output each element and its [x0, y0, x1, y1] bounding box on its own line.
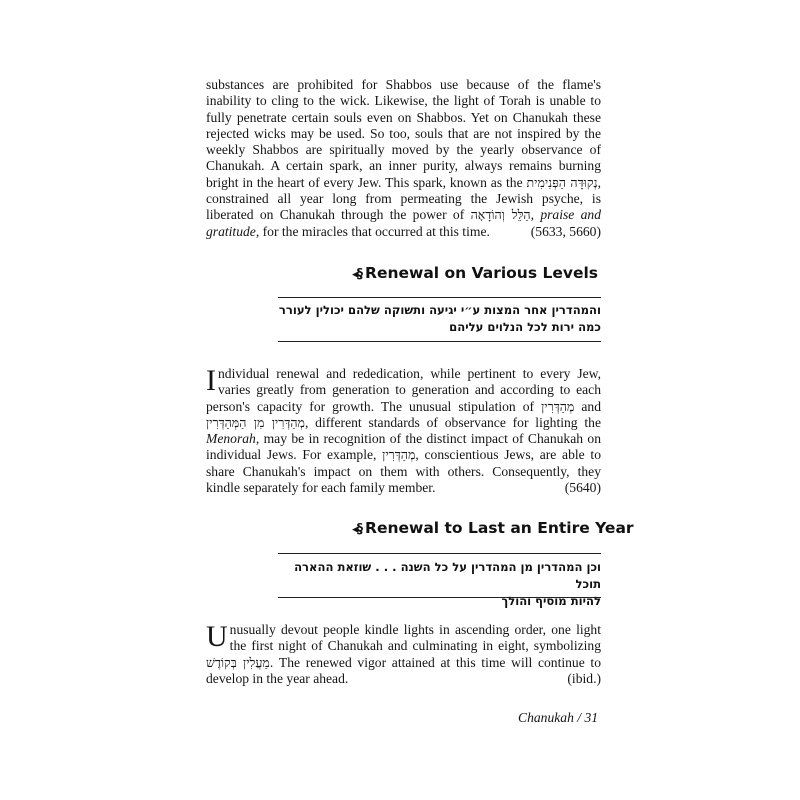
p2-hebrew-1: מְהַדְּרִין [541, 398, 575, 414]
paragraph-2 [206, 366, 601, 496]
quote-1 [278, 302, 601, 336]
quote-1-line-2: כמה ירות לכל הנלוים עליהם [449, 320, 601, 334]
p1-text-d: , for the miracles that occurred at this time. [255, 223, 490, 239]
p2-text-c: , different standards of observance for lighting the [304, 414, 601, 430]
p2-text-f: , conscientious Jews, are able to share Chanukah's impact on them with others. Consequently, they kindle separately for each family member. [206, 447, 601, 496]
quote-1-line-1: והמהדרין אחר המצות ע״י יגיעה ותשוקה שלהם יכולין לעורר [278, 303, 601, 317]
quote-1-top-rule [278, 297, 601, 298]
p2-citation: (5640) [564, 480, 601, 496]
p1-hebrew-2: הַלֵּל וְהוֹדָאָה [470, 207, 531, 223]
quote-2 [278, 559, 601, 610]
paragraph-1-text [206, 77, 601, 240]
quote-2-line-1: וכן המהדרין מן המהדרין על כל השנה . . . שוזאת ההארה תוכל [294, 560, 601, 591]
paragraph-2-text [206, 366, 601, 496]
paragraph-1 [206, 77, 601, 240]
p1-hebrew-1: נְקוּדָּה הַפְּנִימִית [526, 174, 598, 190]
paragraph-3-text [206, 622, 601, 687]
quote-2-bottom-rule [278, 597, 601, 598]
p2-text-a: ndividual renewal and rededication, while pertinent to every Jew, varies greatly from generation to generation and according to each person's capacity for growth. The unusual stipulation of [206, 366, 601, 414]
section-1-title: Renewal on Various Levels [365, 264, 599, 282]
quote-1-bottom-rule [278, 341, 601, 342]
p3-citation: (ibid.) [567, 670, 601, 686]
p3-text-a: nusually devout people kindle lights in ascending order, one light the first night of Chanukah and culminating in eight, symbolizing [229, 622, 601, 654]
p1-italic: , praise and gratitude [206, 207, 601, 239]
p3-dropcap: U [206, 620, 228, 653]
section-1-heading [352, 264, 598, 282]
section-2-heading [352, 519, 634, 537]
p2-text-e: , may be in recognition of the distinct impact of Chanukah on individual Jews. For example, [206, 431, 601, 463]
paragraph-3 [206, 622, 601, 687]
p1-citation: (5633, 5660) [530, 223, 601, 239]
quote-2-top-rule [278, 553, 601, 554]
p2-dropcap: I [206, 364, 216, 397]
p2-text-b: and [581, 398, 601, 414]
p1-text-a: substances are prohibited for Shabbos use because of the flame's inability to cling to the wick. Likewise, the light of Torah is unable to fully penetrate certain souls even on Shabbos. Yet on Chanukah these rejected wicks may be used. So too, souls that are not inspired by the weekly Shabbos are spiritually moved by the yearly observance of Chanukah. A certain spark, an inner purity, always remains burning bright in the heart of every Jew. This spark, known as the [206, 77, 601, 190]
quote-2-line-2: להיות מוסיף והולך [501, 594, 601, 608]
p2-italic: Menorah [206, 431, 256, 447]
p3-text-b: . The renewed vigor attained at this time will continue to develop in the year ahead. [206, 654, 601, 686]
ornament-icon: ◂§ [352, 267, 362, 282]
p1-text-b: , constrained all year long from permeating the Jewish psyche, is liberated on Chanukah through the power of [206, 174, 601, 223]
running-footer: Chanukah / 31 [518, 710, 599, 725]
p2-hebrew-3: מְהַדְּרִין [382, 447, 416, 463]
p3-hebrew-1: מַעֲלִין בְּקוֹדֶשׁ [206, 654, 270, 670]
p2-hebrew-2: מְהַדְּרִין מִן הַמְּהַדְּרִין [206, 414, 305, 430]
ornament-icon: ◂§ [352, 522, 362, 537]
section-2-title: Renewal to Last an Entire Year [365, 519, 634, 537]
